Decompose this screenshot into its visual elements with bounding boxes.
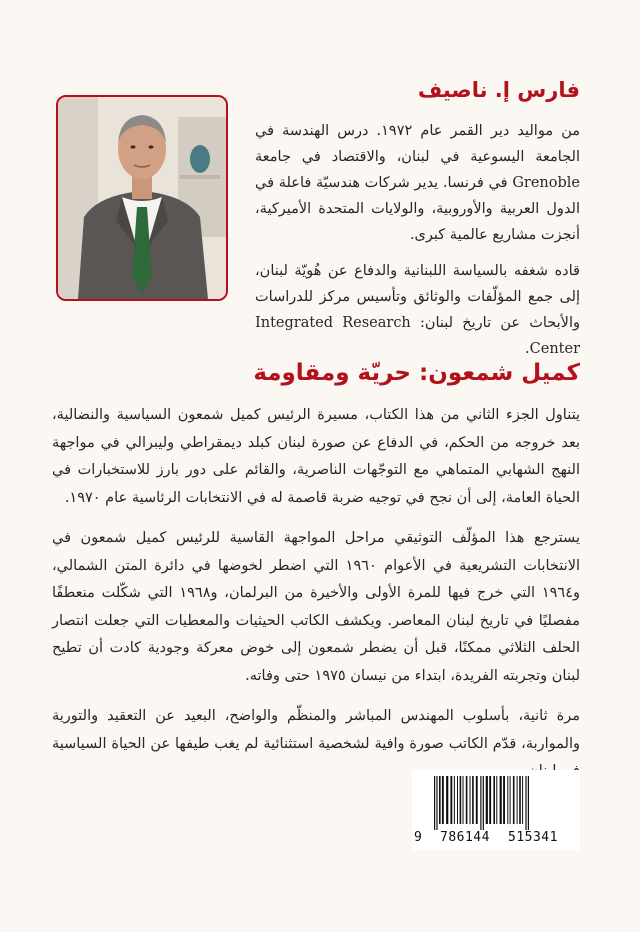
barcode-bar bbox=[517, 776, 518, 824]
barcode-bar bbox=[528, 776, 529, 830]
barcode-bar bbox=[436, 776, 437, 830]
barcode-bar bbox=[476, 776, 478, 824]
description-paragraph: يتناول الجزء الثاني من هذا الكتاب، مسيرة الرئيس كميل شمعون السياسية والنضالية، بعد خروجه من الحكم، في الدفاع عن صورة لبنان كبلد ديمقراطي وليبرالي في مواجهة النهج الشهابي المتماهي مع التوجّهات الناصرية، والقائم على دور بارز للاستخبارات في الحياة العامة، إلى أن نجح في توجيه ضربة قاصمة له في الانتخابات الرئاسية عام ١٩٧٠. bbox=[52, 407, 580, 506]
barcode-bar bbox=[486, 776, 488, 824]
barcode-bar bbox=[510, 776, 511, 824]
description-paragraph: يسترجع هذا المؤلّف التوثيقي مراحل المواجهة القاسية للرئيس كميل شمعون في الانتخابات التشريعية في الأعوام ١٩٦٠ التي اضطر لخوضها في دائرة المتن الشمالي، و١٩٦٤ التي خرج فيها للمرة الأولى والأخيرة من البرلمان، و١٩٦٨ التي شكّلت منعطفًا مفصليًا في تاريخ لبنان المعاصر. ويكشف الكاتب الحيثيات والمعطيات التي جعلت انتصار الحلف الثلاثي ممكنًا، قبل أن يضطر شمعون إلى خوض معركة وجودية كادت أن تطيح لبنان وتجربته الفريدة، ابتداء من نيسان ١٩٧٥ حتى وفاته. bbox=[52, 530, 580, 684]
barcode-bar bbox=[522, 776, 523, 824]
barcode-bar bbox=[450, 776, 452, 824]
barcode-bar bbox=[483, 776, 484, 830]
author-portrait-illustration bbox=[58, 97, 226, 299]
barcode-bar bbox=[503, 776, 505, 824]
barcode-bar bbox=[519, 776, 521, 824]
author-photo bbox=[56, 95, 228, 301]
author-bio-paragraph: قاده شغفه بالسياسة اللبنانية والدفاع عن هُويّة لبنان، إلى جمع المؤلّفات والوثائق وتأسيس مركز للدراسات والأبحاث عن تاريخ لبنان: Integrated Research Center. bbox=[255, 263, 580, 357]
barcode-bar bbox=[446, 776, 448, 824]
barcode-bar bbox=[500, 776, 502, 824]
author-name: فارس إ. ناصيف bbox=[417, 78, 580, 102]
author-bio bbox=[255, 118, 580, 372]
barcode-bar bbox=[513, 776, 515, 824]
isbn-right-group: 515341 bbox=[508, 830, 558, 845]
isbn-left-group: 786144 bbox=[440, 830, 490, 845]
book-title: كميل شمعون: حريّة ومقاومة bbox=[253, 360, 580, 386]
barcode-bar bbox=[434, 776, 435, 830]
description-paragraph: مرة ثانية، بأسلوب المهندس المباشر والمنظّم والواضح، البعيد عن التعقيد والتورية والمواربة، قدّم الكاتب صورة وافية لشخصية استثنائية لم يغب طيفها عن الحياة السياسية bbox=[52, 708, 580, 752]
barcode-bar bbox=[442, 776, 444, 824]
barcode-bar bbox=[470, 776, 471, 824]
barcode-bar bbox=[480, 776, 481, 830]
barcode-bar bbox=[463, 776, 464, 824]
book-description bbox=[52, 402, 580, 799]
barcode-bar bbox=[439, 776, 441, 824]
barcode-bar bbox=[525, 776, 526, 830]
barcode-bar bbox=[489, 776, 491, 824]
isbn-barcode bbox=[412, 770, 580, 850]
barcode-bar bbox=[454, 776, 455, 824]
barcode-bar bbox=[466, 776, 468, 824]
barcode-bar bbox=[496, 776, 497, 824]
isbn-first-digit: 9 bbox=[414, 830, 423, 845]
author-bio-paragraph: من مواليد دير القمر عام ١٩٧٢. درس الهندسة في الجامعة اليسوعية في لبنان، والاقتصاد في جامعة Grenoble في فرنسا. يدير شركات هندسيّة فاعلة في الدول العربية والأوروبية، والولايات المتحدة الأميركية، أنجزت مشاريع عالمية كبرى. bbox=[255, 123, 581, 243]
barcode-bars bbox=[422, 776, 570, 830]
barcode-bar bbox=[507, 776, 508, 824]
barcode-bar bbox=[493, 776, 495, 824]
barcode-bar bbox=[457, 776, 458, 824]
barcode-bar bbox=[460, 776, 462, 824]
barcode-bar bbox=[472, 776, 474, 824]
